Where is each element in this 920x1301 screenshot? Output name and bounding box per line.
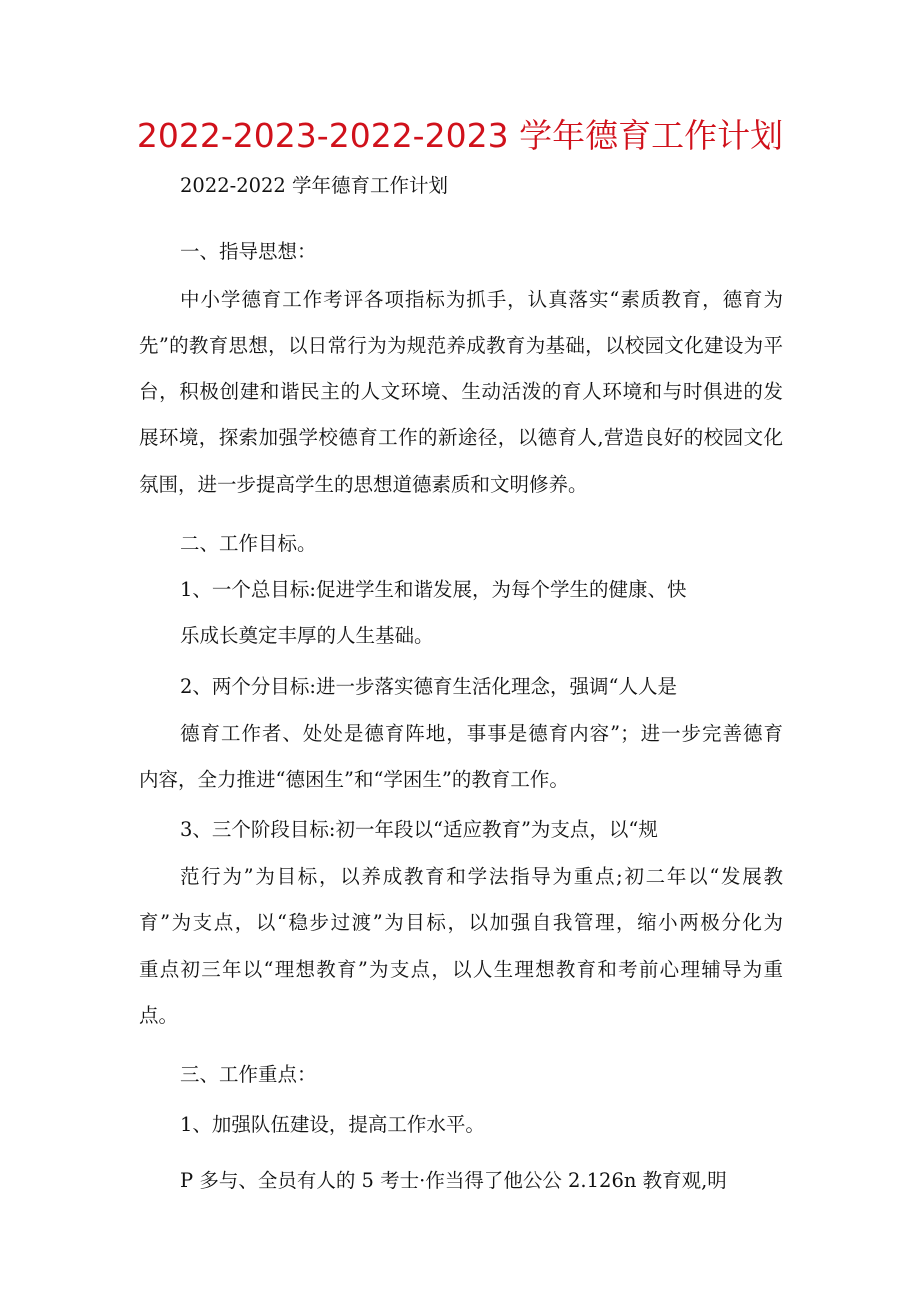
paragraph-line: 1、一个总目标:促进学生和谐发展，为每个学生的健康、快 [180,578,687,601]
paragraph-line: 先”的教育思想，以日常行为为规范养成教育为基础，以校园文化建设为平 [139,334,783,357]
paragraph-line: 育”为支点，以“稳步过渡”为目标，以加强自我管理，缩小两极分化为 [139,911,783,934]
paragraph-line: 中小学德育工作考评各项指标为抓手，认真落实“素质教育，德育为 [180,288,783,311]
paragraph-line: 氛围，进一步提高学生的思想道德素质和文明修养。 [139,473,588,496]
paragraph-line: 2、两个分目标:进一步落实德育生活化理念，强调“人人是 [180,675,677,698]
paragraph-line: 乐成长奠定丰厚的人生基础。 [180,624,434,647]
paragraph-line: 重点初三年以“理想教育”为支点，以人生理想教育和考前心理辅导为重 [139,958,783,981]
document-title: 2022-2023-2022-2023 学年德育工作计划 [136,116,784,155]
paragraph-line: 展环境，探索加强学校德育工作的新途径，以德育人,营造良好的校园文化 [139,426,783,449]
section-heading-work-focus: 三、工作重点： [180,1063,317,1086]
paragraph-line: P 多与、全员有人的 5 考士·作当得了他公公 2.126n 教育观,明 [180,1169,727,1192]
document-subtitle: 2022-2022 学年德育工作计划 [180,174,449,197]
section-heading-guiding-ideology: 一、指导思想： [180,240,317,263]
section-heading-work-goals: 二、工作目标。 [180,532,317,555]
paragraph-line: 内容，全力推进“德困生”和“学困生”的教育工作。 [139,768,569,791]
paragraph-line: 台，积极创建和谐民主的人文环境、生动活泼的育人环境和与时俱进的发 [139,380,783,403]
paragraph-line: 范行为”为目标，以养成教育和学法指导为重点;初二年以“发展教 [180,865,783,888]
paragraph-line: 点。 [139,1004,179,1027]
paragraph-line: 3、三个阶段目标:初一年段以“适应教育”为支点，以“规 [180,818,658,841]
paragraph-line: 德育工作者、处处是德育阵地，事事是德育内容”；进一步完善德育 [180,722,783,745]
paragraph-line: 1、加强队伍建设，提高工作水平。 [180,1113,485,1136]
